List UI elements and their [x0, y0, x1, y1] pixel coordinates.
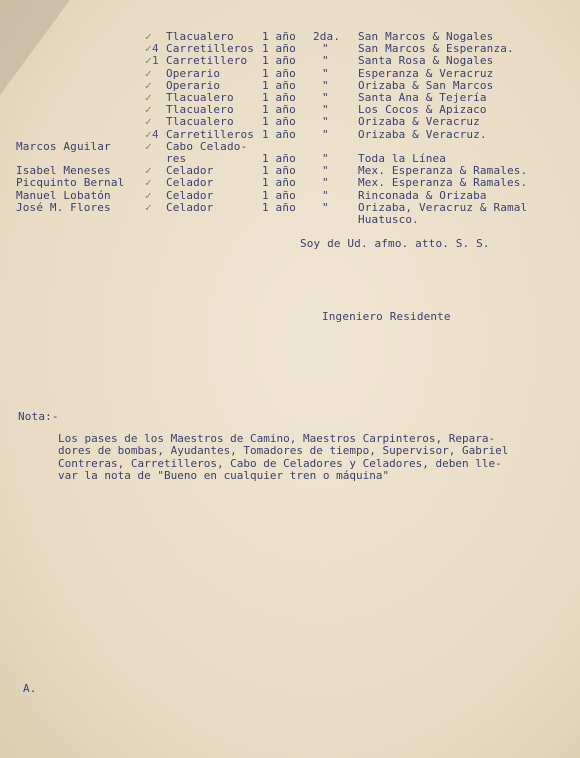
check-mark-icon: ✓: [145, 115, 152, 129]
row-years: 1 año: [262, 103, 296, 117]
row-role: Celador: [166, 188, 214, 202]
row-route: Mex. Esperanza & Ramales.: [358, 164, 528, 178]
row-name: Manuel Lobatón: [16, 188, 111, 202]
row-role: Carretilleros: [166, 42, 255, 56]
check-mark-icon: ✓: [145, 164, 152, 178]
check-mark-icon: ✓: [145, 91, 152, 104]
row-role: Carretillero: [166, 54, 248, 68]
row-role: Celador: [166, 164, 214, 178]
folded-corner: [0, 0, 70, 95]
row-role: Cabo Celado-: [166, 139, 248, 153]
row-years: 1 año: [262, 91, 296, 104]
row-name: Picquinto Bernal: [16, 176, 125, 190]
row-route: Toda la Línea: [358, 152, 447, 165]
row-years: 1 año: [262, 164, 296, 178]
row-role: Tlacualero: [166, 115, 234, 129]
row-years: 1 año: [262, 200, 296, 214]
row-years: 1 año: [262, 127, 296, 141]
row-route: Rinconada & Orizaba: [358, 188, 487, 202]
row-count: 4: [152, 127, 159, 141]
signature-title: Ingeniero Residente: [322, 310, 451, 323]
row-years: 1 año: [262, 188, 296, 202]
check-mark-icon: ✓: [145, 66, 152, 80]
row-route: Santa Rosa & Nogales: [358, 54, 494, 68]
check-mark-icon: ✓: [145, 78, 152, 92]
row-class: ": [322, 152, 329, 165]
row-years: 1 año: [262, 115, 296, 129]
check-mark-icon: ✓: [145, 103, 152, 117]
row-class: ": [322, 78, 329, 92]
row-role: res: [166, 152, 187, 165]
row-route: San Marcos & Nogales: [358, 30, 494, 43]
footer-mark: A.: [23, 682, 37, 695]
row-role: Tlacualero: [166, 91, 234, 104]
row-role: Operario: [166, 78, 221, 92]
row-count: 4: [152, 42, 159, 56]
row-years: 1 año: [262, 30, 296, 43]
row-route: Huatusco.: [358, 213, 419, 226]
row-class: ": [322, 200, 329, 214]
row-route: Santa Ana & Tejería: [358, 91, 487, 104]
row-name: José M. Flores: [16, 200, 111, 214]
row-years: 1 año: [262, 152, 296, 165]
check-mark-icon: ✓: [145, 139, 152, 153]
row-role: Celador: [166, 176, 214, 190]
row-route: Los Cocos & Apizaco: [358, 103, 487, 117]
row-route: Orizaba & Veracruz.: [358, 127, 487, 141]
row-years: 1 año: [262, 66, 296, 80]
check-mark-icon: ✓: [145, 188, 152, 202]
closing-line: Soy de Ud. afmo. atto. S. S.: [300, 237, 490, 250]
row-class: ": [322, 42, 329, 56]
row-route: San Marcos & Esperanza.: [358, 42, 514, 56]
row-route: Esperanza & Veracruz: [358, 66, 494, 80]
row-class: ": [322, 103, 329, 117]
row-class: ": [322, 127, 329, 141]
row-class: ": [322, 164, 329, 178]
row-years: 1 año: [262, 176, 296, 190]
row-years: 1 año: [262, 54, 296, 68]
row-class: 2da.: [313, 30, 341, 43]
row-role: Tlacualero: [166, 30, 234, 43]
row-class: ": [322, 176, 329, 190]
row-role: Carretilleros: [166, 127, 255, 141]
row-years: 1 año: [262, 78, 296, 92]
row-years: 1 año: [262, 42, 296, 56]
check-mark-icon: ✓: [145, 30, 152, 43]
row-route: Orizaba & Veracruz: [358, 115, 480, 129]
row-count: 1: [152, 54, 159, 68]
row-role: Celador: [166, 200, 214, 214]
row-class: ": [322, 54, 329, 68]
row-class: ": [322, 91, 329, 104]
note-label: Nota:-: [18, 410, 59, 423]
check-mark-icon: ✓: [145, 127, 152, 141]
row-class: ": [322, 115, 329, 129]
row-route: Orizaba & San Marcos: [358, 78, 494, 92]
check-mark-icon: ✓: [145, 54, 152, 68]
check-mark-icon: ✓: [145, 176, 152, 190]
row-route: Orizaba, Veracruz & Ramal: [358, 200, 528, 214]
check-mark-icon: ✓: [145, 42, 152, 56]
row-class: ": [322, 188, 329, 202]
row-name: Isabel Meneses: [16, 164, 111, 178]
row-role: Tlacualero: [166, 103, 234, 117]
row-class: ": [322, 66, 329, 80]
note-text: Los pases de los Maestros de Camino, Maestros Carpinteros, Repara- dores de bombas, Ayudantes, Tomadores de tiempo, Supervisor, Gabriel Contreras, Carretilleros, Cabo de Celadores y Celadores, deben lle- var la nota de "Bueno en cualquier tren o máquina": [58, 432, 509, 483]
check-mark-icon: ✓: [145, 200, 152, 214]
row-role: Operario: [166, 66, 221, 80]
row-route: Mex. Esperanza & Ramales.: [358, 176, 528, 190]
row-name: Marcos Aguilar: [16, 139, 111, 153]
